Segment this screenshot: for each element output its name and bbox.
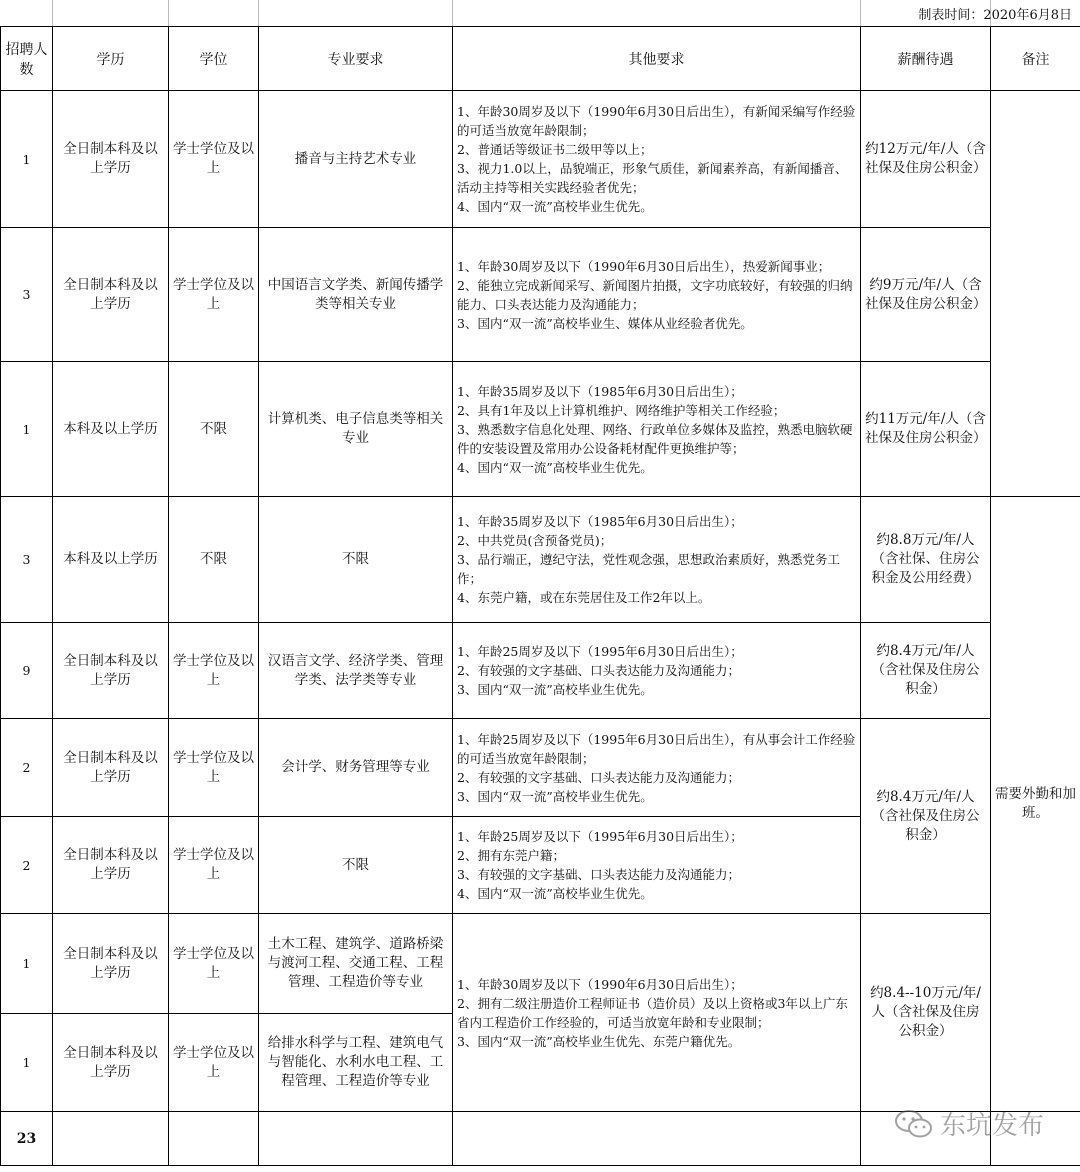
total-count: 23 xyxy=(1,1112,53,1166)
education-cell: 本科及以上学历 xyxy=(53,497,169,623)
requirement-line: 3、品行端正，遵纪守法，党性观念强，思想政治素质好，熟悉党务工作； xyxy=(457,552,840,586)
other-requirements-cell-shared xyxy=(453,914,861,1112)
requirement-line: 3、视力1.0以上，品貌端正，形象气质佳，新闻素养高，有新闻播音、活动主持等相关实践经验者优先； xyxy=(457,161,848,195)
col-header-salary: 薪酬待遇 xyxy=(861,27,991,91)
education-cell: 全日制本科及以上学历 xyxy=(53,817,169,914)
count-cell: 1 xyxy=(1,1014,53,1112)
table-row xyxy=(1,228,1080,362)
requirement-line: 3、熟悉数字信息化处理、网络、行政单位多媒体及监控，熟悉电脑软硬件的安装设置及常用办公设备耗材配件更换维护等； xyxy=(457,421,853,456)
col-header-other: 其他要求 xyxy=(453,27,861,91)
requirement-line: 3、有较强的文字基础、口头表达能力及沟通能力； xyxy=(457,867,740,882)
requirement-line: 2、普通话等级证书二级甲等以上； xyxy=(457,142,653,157)
count-cell: 1 xyxy=(1,362,53,497)
requirement-line: 4、东莞户籍，或在东莞居住及工作2年以上。 xyxy=(457,590,711,605)
major-cell: 给排水科学与工程、建筑电气与智能化、水利水电工程、工程管理、工程造价等专业 xyxy=(259,1014,453,1112)
education-cell: 全日制本科及以上学历 xyxy=(53,91,169,228)
education-cell: 本科及以上学历 xyxy=(53,362,169,497)
requirement-line: 3、国内“双一流”高校毕业生优先、东莞户籍优先。 xyxy=(457,1033,741,1049)
requirement-line: 3、国内“双一流”高校毕业生优先。 xyxy=(457,682,653,697)
table-row xyxy=(1,362,1080,497)
watermark-text: 东坑发布 xyxy=(939,1111,1044,1141)
top-strip xyxy=(0,0,1080,27)
col-header-education: 学历 xyxy=(53,27,169,91)
watermark xyxy=(894,1105,1044,1142)
degree-cell: 学士学位及以上 xyxy=(169,1014,259,1112)
other-requirements-cell xyxy=(453,228,861,362)
requirement-line: 2、中共党员(含预备党员)； xyxy=(457,533,613,548)
requirement-line: 1、年龄35周岁及以下（1985年6月30日后出生）； xyxy=(457,514,743,529)
requirement-line: 2、能独立完成新闻采写、新闻图片拍摄，文字功底较好，有较强的归纳能力、口头表达能力及沟通能力； xyxy=(457,277,853,312)
requirement-line: 1、年龄25周岁及以下（1995年6月30日后出生）； xyxy=(457,644,743,659)
requirement-line: 2、拥有东莞户籍； xyxy=(457,848,565,863)
other-requirements-cell xyxy=(453,623,861,719)
empty-cell xyxy=(453,1112,861,1166)
count-cell: 9 xyxy=(1,623,53,719)
table-row xyxy=(1,623,1080,719)
education-cell: 全日制本科及以上学历 xyxy=(53,623,169,719)
count-cell: 3 xyxy=(1,228,53,362)
other-requirements-cell xyxy=(453,497,861,623)
requirement-line: 1、年龄25周岁及以下（1995年6月30日后出生），有从事会计工作经验的可适当放宽年龄限制； xyxy=(457,731,856,766)
requirement-line: 1、年龄30周岁及以下（1990年6月30日后出生），热爱新闻事业； xyxy=(457,258,831,274)
education-cell: 全日制本科及以上学历 xyxy=(53,719,169,817)
major-cell: 播音与主持艺术专业 xyxy=(259,91,453,228)
requirement-line: 4、国内“双一流”高校毕业生优先。 xyxy=(457,459,653,475)
recruitment-table xyxy=(0,26,1080,1166)
other-requirements-cell xyxy=(453,817,861,914)
degree-cell: 学士学位及以上 xyxy=(169,91,259,228)
major-cell: 会计学、财务管理等专业 xyxy=(259,719,453,817)
degree-cell: 学士学位及以上 xyxy=(169,228,259,362)
empty-cell xyxy=(169,1112,259,1166)
count-cell: 2 xyxy=(1,817,53,914)
count-cell: 1 xyxy=(1,914,53,1014)
salary-cell: 约12万元/年/人（含社保及住房公积金） xyxy=(861,91,991,228)
education-cell: 全日制本科及以上学历 xyxy=(53,914,169,1014)
salary-cell: 约8.4万元/年/人（含社保及住房公积金） xyxy=(861,623,991,719)
requirement-line: 4、国内“双一流”高校毕业生优先。 xyxy=(457,199,653,214)
other-requirements-cell xyxy=(453,719,861,817)
table-date: 制表时间：2020年6月8日 xyxy=(918,8,1072,23)
requirement-line: 1、年龄30周岁及以下（1990年6月30日后出生），有新闻采编写作经验的可适当放宽年龄限制； xyxy=(457,104,856,138)
education-cell: 全日制本科及以上学历 xyxy=(53,1014,169,1112)
salary-cell-shared: 约8.4万元/年/人（含社保及住房公积金） xyxy=(861,719,991,914)
header-row xyxy=(1,27,1080,91)
table-row xyxy=(1,497,1080,623)
major-cell: 不限 xyxy=(259,497,453,623)
other-requirements-cell xyxy=(453,91,861,228)
education-cell: 全日制本科及以上学历 xyxy=(53,228,169,362)
salary-cell: 约8.8万元/年/人（含社保、住房公积金及公用经费） xyxy=(861,497,991,623)
major-cell: 土木工程、建筑学、道路桥梁与渡河工程、交通工程、工程管理、工程造价等专业 xyxy=(259,914,453,1014)
degree-cell: 不限 xyxy=(169,497,259,623)
degree-cell: 学士学位及以上 xyxy=(169,914,259,1014)
major-cell: 中国语言文学类、新闻传播学类等相关专业 xyxy=(259,228,453,362)
col-header-major: 专业要求 xyxy=(259,27,453,91)
requirement-line: 2、有较强的文字基础、口头表达能力及沟通能力； xyxy=(457,769,740,785)
other-requirements-cell xyxy=(453,362,861,497)
table-row xyxy=(1,91,1080,228)
col-header-count: 招聘人数 xyxy=(1,27,53,91)
degree-cell: 学士学位及以上 xyxy=(169,719,259,817)
requirement-line: 4、国内“双一流”高校毕业生优先。 xyxy=(457,886,653,901)
salary-cell-shared: 约8.4--10万元/年/人（含社保及住房公积金） xyxy=(861,914,991,1112)
requirement-line: 3、国内“双一流”高校毕业生、媒体从业经验者优先。 xyxy=(457,315,753,331)
major-cell: 不限 xyxy=(259,817,453,914)
count-cell: 3 xyxy=(1,497,53,623)
requirement-line: 1、年龄30周岁及以下（1990年6月30日后出生）； xyxy=(457,976,743,992)
requirement-line: 3、国内“双一流”高校毕业生优先。 xyxy=(457,788,653,804)
col-header-remark: 备注 xyxy=(991,27,1080,91)
salary-cell: 约11万元/年/人（含社保及住房公积金） xyxy=(861,362,991,497)
col-header-degree: 学位 xyxy=(169,27,259,91)
requirement-line: 2、具有1年及以上计算机维护、网络维护等相关工作经验； xyxy=(457,402,786,418)
count-cell: 1 xyxy=(1,91,53,228)
salary-cell: 约9万元/年/人（含社保及住房公积金） xyxy=(861,228,991,362)
remark-cell-empty xyxy=(991,91,1080,497)
remark-cell: 需要外勤和加班。 xyxy=(991,497,1080,1112)
major-cell: 汉语言文学、经济学类、管理学类、法学类等专业 xyxy=(259,623,453,719)
major-cell: 计算机类、电子信息类等相关专业 xyxy=(259,362,453,497)
empty-cell xyxy=(53,1112,169,1166)
requirement-line: 2、有较强的文字基础、口头表达能力及沟通能力； xyxy=(457,663,740,678)
table-row xyxy=(1,719,1080,817)
count-cell: 2 xyxy=(1,719,53,817)
requirement-line: 2、拥有二级注册造价工程师证书（造价员）及以上资格或3年以上广东省内工程造价工作经验的，可适当放宽年龄和专业限制； xyxy=(457,995,848,1030)
requirement-line: 1、年龄25周岁及以下（1995年6月30日后出生）； xyxy=(457,829,743,844)
degree-cell: 不限 xyxy=(169,362,259,497)
requirement-line: 1、年龄35周岁及以下（1985年6月30日后出生）； xyxy=(457,383,743,399)
table-row xyxy=(1,914,1080,1014)
degree-cell: 学士学位及以上 xyxy=(169,623,259,719)
degree-cell: 学士学位及以上 xyxy=(169,817,259,914)
empty-cell xyxy=(259,1112,453,1166)
wechat-icon xyxy=(894,1108,934,1140)
